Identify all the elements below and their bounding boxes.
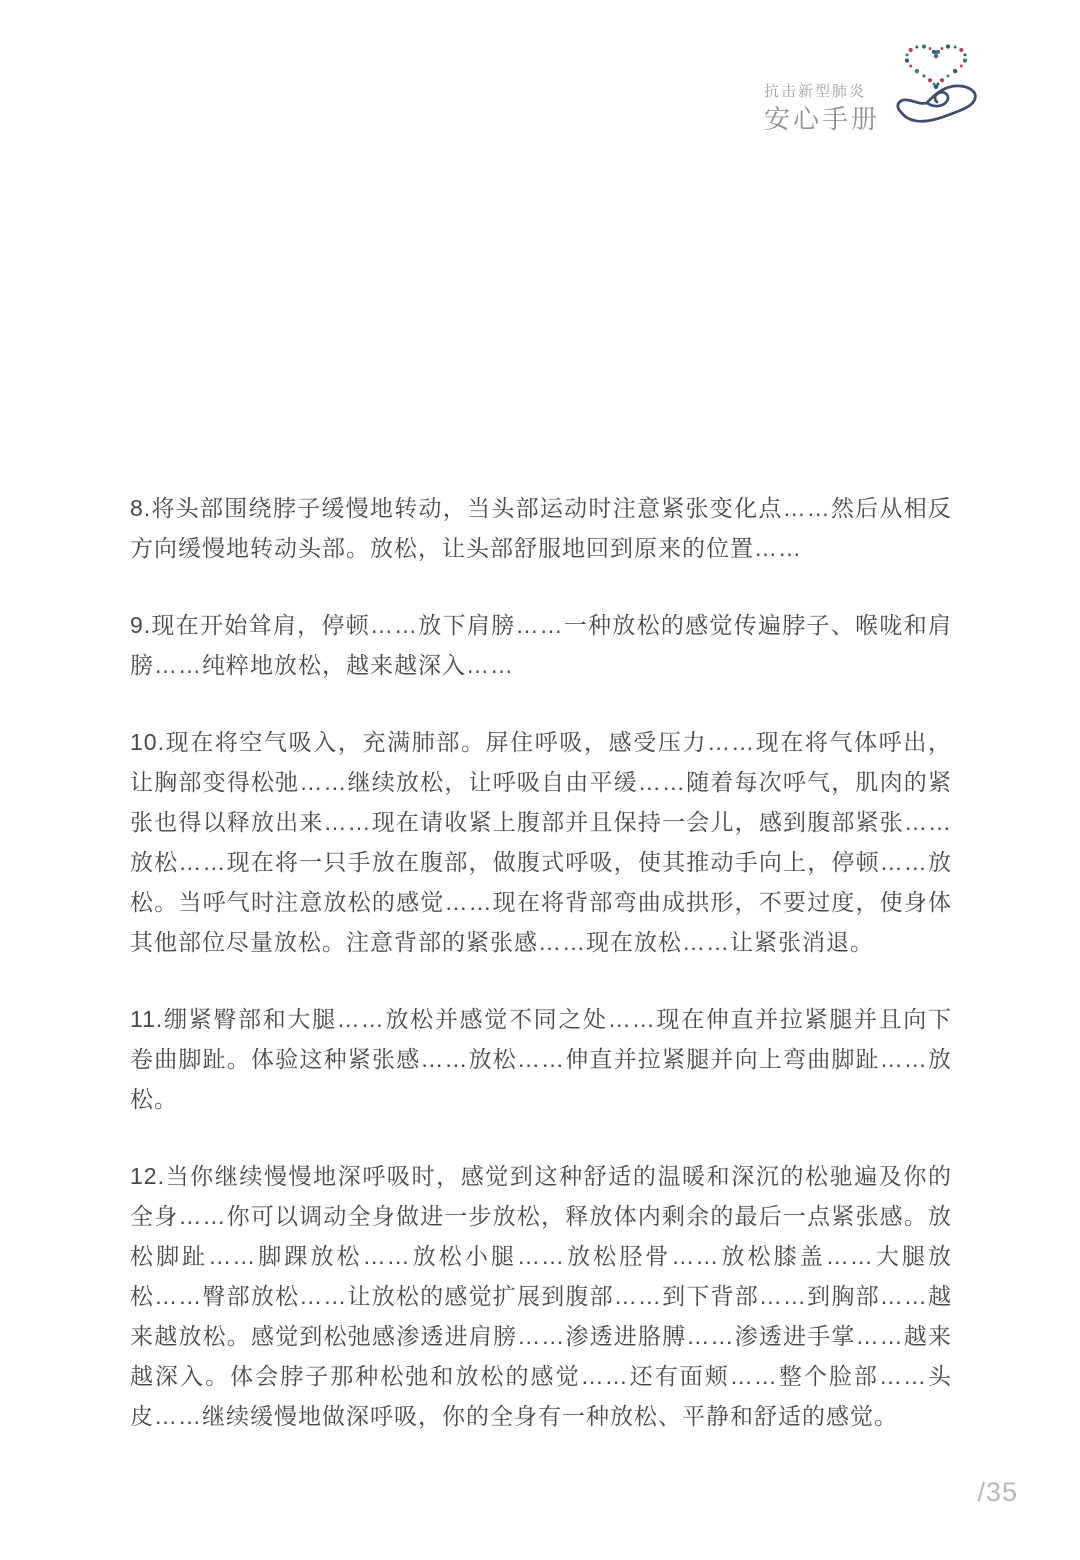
document-body — [130, 488, 952, 1473]
brand-tagline: 抗击新型肺炎 — [763, 83, 866, 100]
brand-header — [764, 42, 982, 138]
page-number: /35 — [977, 1477, 1018, 1507]
open-hand-icon — [898, 86, 975, 121]
paragraph-12: 12.当你继续慢慢地深呼吸时，感觉到这种舒适的温暖和深沉的松驰遍及你的全身……你可以调动全身做进一步放松，释放体内剩余的最后一点紧张感。放松脚趾……脚踝放松……放松小腿……放松胫骨……放松膝盖……大腿放松……臀部放松……让放松的感觉扩展到腹部……到下背部……到胸部……越来越放松。感觉到松弛感渗透进肩膀……渗透进胳膊……渗透进手掌……越来越深入。体会脖子那种松弛和放松的感觉……还有面颊……整个脸部……头皮……继续缓慢地做深呼吸，你的全身有一种放松、平静和舒适的感觉。 — [130, 1163, 953, 1429]
paragraph-10: 10.现在将空气吸入，充满肺部。屏住呼吸，感受压力……现在将气体呼出，让胸部变得松弛……继续放松，让呼吸自由平缓……随着每次呼气，肌肉的紧张也得以释放出来……现在请收紧上腹部并且保持一会儿，感到腹部紧张……放松……现在将一只手放在腹部，做腹式呼吸，使其推动手向上，停顿……放松。当呼气时注意放松的感觉……现在将背部弯曲成拱形，不要过度，使身体其他部位尽量放松。注意背部的紧张感……现在放松……让紧张消退。 — [130, 729, 952, 955]
brand-logo — [890, 42, 982, 138]
brand-title: 安心手册 — [763, 104, 880, 134]
paragraph-9: 9.现在开始耸肩，停顿……放下肩膀……一种放松的感觉传遍脖子、喉咙和肩膀……纯粹地放松，越来越深入…… — [130, 612, 952, 678]
paragraph-8: 8.将头部围绕脖子缓慢地转动，当头部运动时注意紧张变化点……然后从相反方向缓慢地转动头部。放松，让头部舒服地回到原来的位置…… — [130, 495, 952, 561]
flower-heart-icon — [905, 44, 967, 89]
brand-text-block — [764, 84, 880, 138]
paragraph-11: 11.绷紧臀部和大腿……放松并感觉不同之处……现在伸直并拉紧腿并且向下卷曲脚趾。体验这种紧张感……放松……伸直并拉紧腿并向上弯曲脚趾……放松。 — [130, 1006, 952, 1112]
